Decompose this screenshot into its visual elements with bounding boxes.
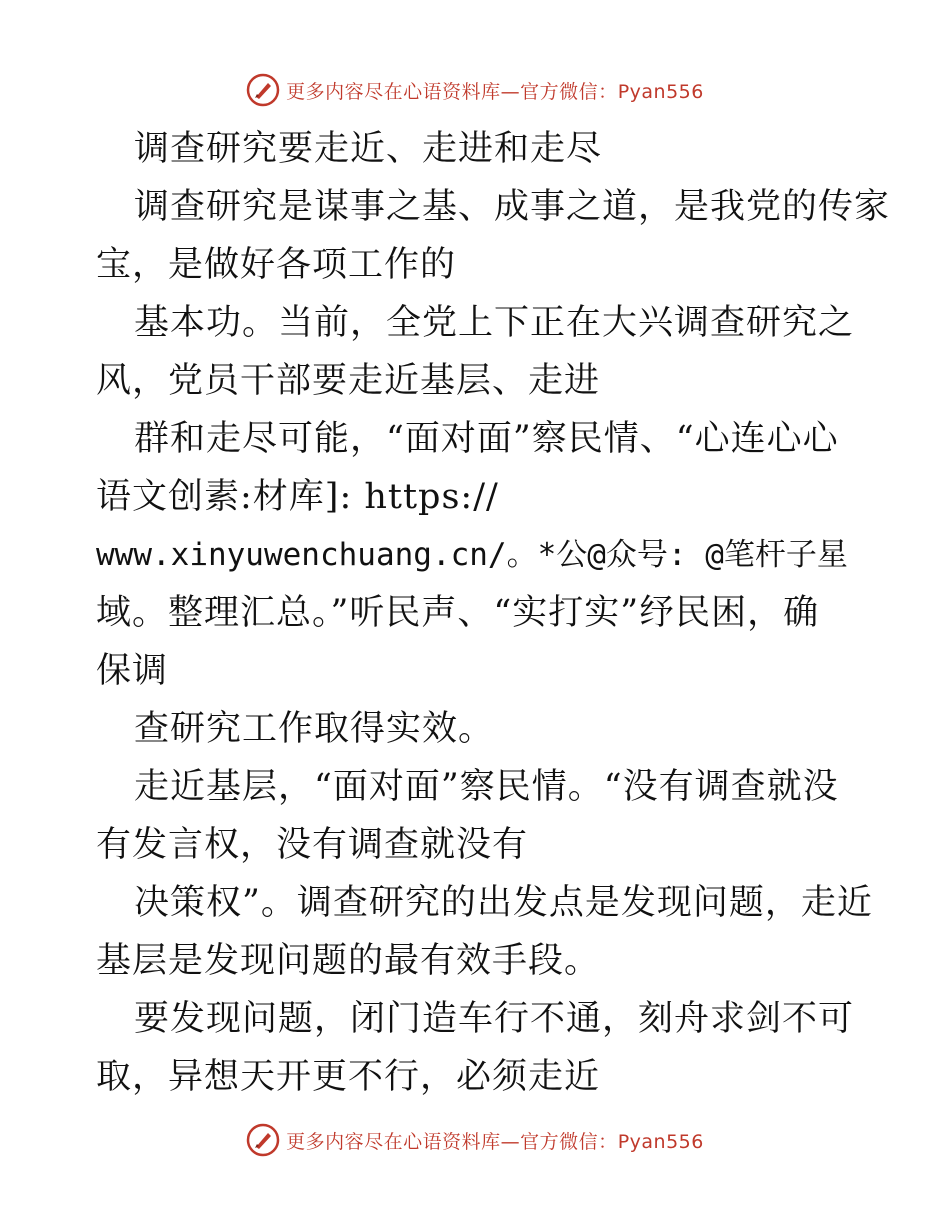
paragraph-line: 基层是发现问题的最有效手段。	[96, 941, 601, 981]
banner-main-text: 更多内容尽在心语资料库	[286, 80, 501, 103]
paragraph-line-url: www.xinyuwenchuang.cn/。*公@众号: @笔杆子星	[96, 537, 848, 573]
document-body	[96, 120, 891, 1106]
banner-main-text: 更多内容尽在心语资料库	[286, 1130, 501, 1153]
paragraph-line: 走近基层，“面对面”察民情。“没有调查就没	[134, 767, 839, 807]
banner-separator: —	[500, 1130, 521, 1153]
banner-text	[286, 77, 704, 104]
paragraph-line: 决策权”。调查研究的出发点是发现问题，走近	[134, 883, 873, 923]
paragraph-line: 风，党员干部要走近基层、走进	[96, 361, 601, 401]
wechat-label: 官方微信：	[520, 80, 618, 103]
paragraph-line: 宝，是做好各项工作的	[96, 245, 457, 285]
paragraph-line: 保调	[96, 651, 169, 691]
paragraph-line: 语文创素:材库]: https://	[96, 477, 499, 517]
pen-nib-icon	[246, 73, 280, 107]
paragraph-line: 查研究工作取得实效。	[134, 709, 495, 749]
paragraph-line: 有发言权，没有调查就没有	[96, 825, 529, 865]
paragraph-line: 域。整理汇总。”听民声、“实打实”纾民困，确	[96, 593, 820, 633]
banner-text	[286, 1127, 704, 1154]
paragraph-line: 基本功。当前，全党上下正在大兴调查研究之	[134, 303, 855, 343]
wechat-label: 官方微信：	[520, 1130, 618, 1153]
paragraph-line: 群和走尽可能，“面对面”察民情、“心连心心	[134, 419, 839, 459]
document-title: 调查研究要走近、走进和走尽	[134, 129, 603, 169]
paragraph-line: 取，异想天开更不行，必须走近	[96, 1057, 601, 1097]
footer-watermark-banner	[0, 1120, 950, 1160]
header-watermark-banner	[0, 70, 950, 110]
pen-nib-icon	[246, 1123, 280, 1157]
banner-separator: —	[500, 80, 521, 103]
paragraph-line: 要发现问题，闭门造车行不通，刻舟求剑不可	[134, 999, 855, 1039]
wechat-id: Pyan556	[617, 80, 704, 103]
wechat-id: Pyan556	[617, 1130, 704, 1153]
paragraph-line: 调查研究是谋事之基、成事之道，是我党的传家	[134, 187, 891, 227]
